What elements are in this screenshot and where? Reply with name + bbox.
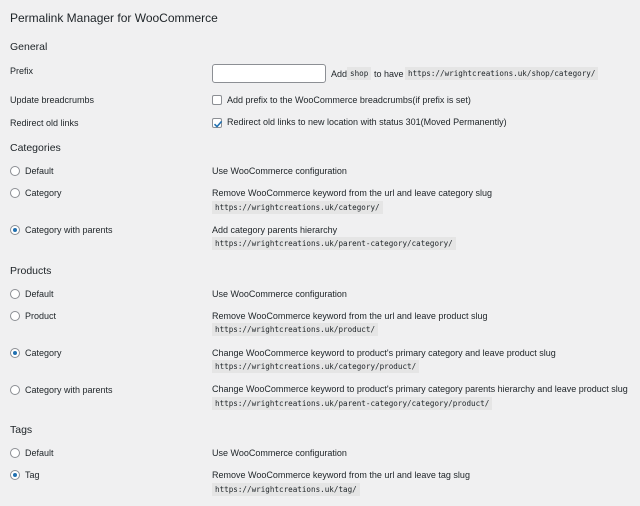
update-breadcrumbs-label: Update breadcrumbs [10,95,95,105]
products-option-desc: Remove WooCommerce keyword from the url and leave product slug [212,311,488,321]
prefix-hint-shop: shop [347,67,371,80]
redirect-old-links-label: Redirect old links [10,118,79,128]
products-option-url: https://wrightcreations.uk/product/ [212,323,378,336]
update-breadcrumbs-text: Add prefix to the WooCommerce breadcrumbs(if prefix is set) [227,95,471,105]
products-heading: Products [10,265,52,277]
prefix-hint-to-have: to have [374,69,404,79]
products-radio-default[interactable] [10,289,20,299]
tags-option-desc: Use WooCommerce configuration [212,448,347,458]
general-heading: General [10,41,48,53]
products-option-label: Product [25,311,57,321]
categories-radio-category-with-parents[interactable] [10,225,20,235]
products-option-label: Default [25,289,54,299]
categories-option-url: https://wrightcreations.uk/category/ [212,201,383,214]
redirect-old-links-checkbox[interactable] [212,118,222,128]
products-option-url: https://wrightcreations.uk/parent-category/category/product/ [212,397,492,410]
products-option-url: https://wrightcreations.uk/category/product/ [212,360,419,373]
prefix-hint-add: Add [331,69,348,79]
categories-option-label: Category [25,188,62,198]
products-option-label: Category with parents [25,385,113,395]
products-option-desc: Change WooCommerce keyword to product's primary category parents hierarchy and leave product slug [212,384,628,394]
categories-option-label: Category with parents [25,225,113,235]
products-radio-category[interactable] [10,348,20,358]
categories-option-desc: Remove WooCommerce keyword from the url and leave category slug [212,188,492,198]
tags-option-label: Tag [25,470,40,480]
redirect-old-links-text: Redirect old links to new location with status 301(Moved Permanently) [227,117,507,127]
tags-radio-default[interactable] [10,448,20,458]
tags-radio-tag[interactable] [10,470,20,480]
categories-option-label: Default [25,166,54,176]
tags-option-label: Default [25,448,54,458]
update-breadcrumbs-checkbox[interactable] [212,95,222,105]
products-option-label: Category [25,348,62,358]
products-option-desc: Use WooCommerce configuration [212,289,347,299]
categories-option-desc: Add category parents hierarchy [212,225,338,235]
page-title: Permalink Manager for WooCommerce [10,11,218,25]
tags-heading: Tags [10,424,33,436]
checkmark-icon [212,118,224,130]
products-radio-product[interactable] [10,311,20,321]
tags-option-desc: Remove WooCommerce keyword from the url and leave tag slug [212,470,470,480]
categories-radio-default[interactable] [10,166,20,176]
prefix-label: Prefix [10,66,34,76]
categories-option-desc: Use WooCommerce configuration [212,166,347,176]
categories-heading: Categories [10,142,61,154]
prefix-hint-url: https://wrightcreations.uk/shop/category/ [405,67,598,80]
tags-option-url: https://wrightcreations.uk/tag/ [212,483,360,496]
prefix-input[interactable] [212,64,326,83]
categories-radio-category[interactable] [10,188,20,198]
products-option-desc: Change WooCommerce keyword to product's primary category and leave product slug [212,348,556,358]
products-radio-category-with-parents[interactable] [10,385,20,395]
categories-option-url: https://wrightcreations.uk/parent-category/category/ [212,237,456,250]
